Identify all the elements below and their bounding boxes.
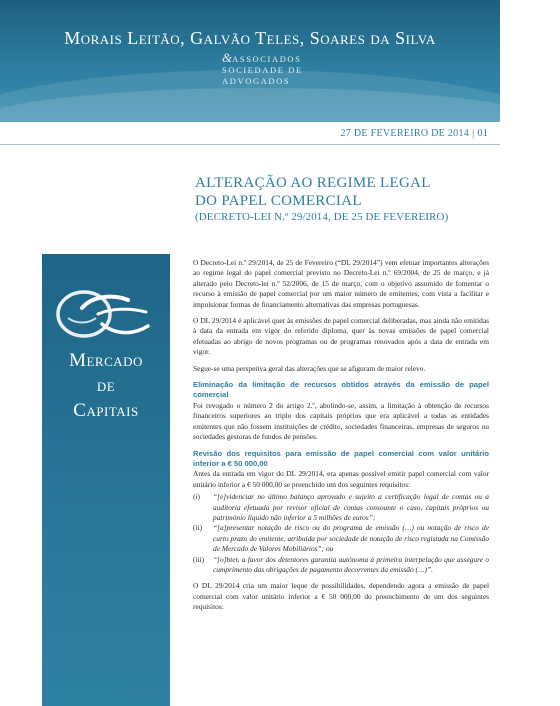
firm-sub-line: SOCIEDADE DE: [222, 65, 303, 75]
paragraph: O DL 29/2014 é aplicável quer às emissões de papel comercial deliberadas, mas ainda não emitidas à data da entrada em vigor do referido diploma, quer às novas emissões de papel comercial efetuadas ao abrigo de novos programas ou de programas renovados após a data de entrada em vigor.: [193, 316, 489, 357]
list-item: [193, 555, 489, 576]
list-item: [193, 523, 489, 554]
firm-logo-icon: [52, 278, 156, 348]
practice-area-title: [42, 348, 170, 423]
list-text: “[o]bter, a favor dos detentores garantia autónoma à primeira interpelação que assegure o cumprimento das obrigações de pagamento decorrentes da emissão (…)”.: [213, 554, 489, 574]
document-title: [195, 174, 495, 225]
sidebar-panel: [42, 254, 170, 706]
practice-area-line: de: [96, 375, 116, 396]
title-line: DO PAPEL COMERCIAL: [195, 193, 362, 209]
date-separator: |: [472, 128, 475, 139]
page-number: 01: [477, 128, 488, 139]
list-number: (ii): [193, 523, 203, 533]
issue-date: [341, 128, 488, 139]
paragraph: Segue-se uma perspetiva geral das alterações que se afiguram de maior relevo.: [193, 363, 426, 373]
list-text: “[a]presentar notação de risco ou do programa de emissão (…) ou notação de risco de curto prazo do emitente, atribuída por sociedade de notação de risco registada na Comissão de Mercado de Valores Mobiliários”; ou: [213, 523, 489, 554]
list-item: [193, 492, 489, 523]
firm-sub-ampersand: &: [222, 50, 233, 65]
list-text: “[e]videnciar no último balanço aprovado e sujeito a certificação legal de contas ou a auditoria efetuada por revisor oficial de contas consoante o caso, capitais próprios ou património líquido não inferior a 5 milhões de euros”;: [213, 492, 489, 522]
document-body: [193, 258, 489, 619]
section-heading: Eliminação da limitação de recursos obtidos através da emissão de papel comercial: [193, 380, 489, 400]
list-number: (iii): [193, 554, 205, 564]
practice-area-line: Mercado: [69, 350, 143, 371]
firm-subtitle: [222, 52, 332, 87]
paragraph: O Decreto-Lei n.º 29/2014, de 25 de Fevereiro (“DL 29/2014”) vem efetuar importantes alterações ao regime legal do papel comercial previsto no Decreto-Lei n.º 69/2004, de 25 de março, e já alterado pelo Decreto-lei n.º 52/2006, de 15 de março, com o objetivo assumido de fomentar o recurso à emissão de papel comercial por um maior número de emitentes, com vista a facilitar e impulsionar formas de financiamento alternativas das empresas portuguesas.: [193, 258, 489, 309]
list-number: (i): [193, 492, 200, 502]
section-heading: Revisão dos requisitos para emissão de papel comercial com valor unitário inferior a € 50 000,00: [193, 448, 489, 468]
practice-area-line: Capitais: [73, 400, 139, 421]
date-text: 27 DE FEVEREIRO DE 2014: [340, 128, 470, 139]
header-divider: [0, 144, 500, 145]
firm-sub-line: ASSOCIADOS: [232, 54, 302, 64]
firm-sub-line: ADVOGADOS: [222, 76, 291, 86]
briefing-label: BRIEFING: [86, 118, 194, 143]
paragraph: O DL 29/2014 cria um maior leque de possibilidades, dependendo agora a emissão de papel comercial com valor unitário inferior a € 50 000,00 do preenchimento de um dos seguintes requisitos:: [193, 581, 489, 612]
paragraph: Foi revogado o número 2 do artigo 2.º, abolindo-se, assim, a limitação à obtenção de recursos financeiros superiores ao triplo dos capitais próprios que era aplicável a todas as entidades emitentes que não fossem instituições de crédito, sociedades financeiras, empresas de seguros ou sociedades gestoras de fundos de pensões.: [193, 400, 489, 442]
firm-name: Morais Leitão, Galvão Teles, Soares da Silva: [64, 28, 436, 48]
paragraph: Antes da entrada em vigor do DL 29/2014, era apenas possível emitir papel comercial com valor unitário inferior a € 50 000,00 se preenchido um dos seguintes requisitos:: [193, 469, 489, 489]
title-subline: (DECRETO-LEI N.º 29/2014, DE 25 DE FEVEREIRO): [195, 211, 449, 223]
requirements-list: [193, 492, 489, 575]
title-line: ALTERAÇÃO AO REGIME LEGAL: [195, 175, 431, 191]
